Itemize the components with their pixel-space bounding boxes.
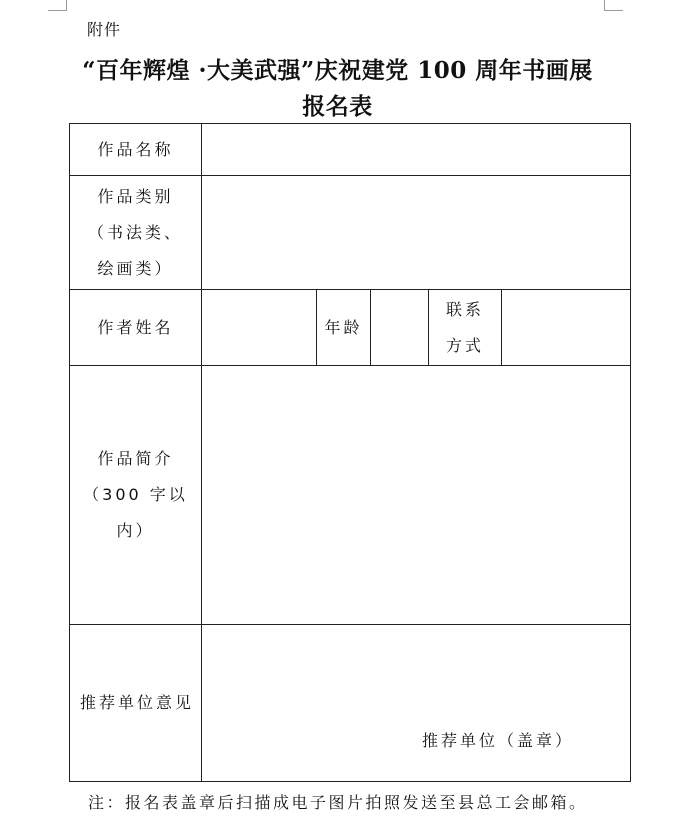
recommend-opinion-field[interactable] <box>202 625 631 782</box>
contact-field[interactable] <box>502 290 631 366</box>
work-type-label-cell <box>70 176 202 290</box>
work-type-label-note-1: （书法类、 <box>87 222 183 242</box>
page-corner-mark-left <box>48 0 67 11</box>
contact-label-cell <box>429 290 502 366</box>
form-subtitle: 报名表 <box>302 93 373 120</box>
age-label-cell <box>317 290 371 366</box>
contact-label-line1: 联系 <box>445 299 484 319</box>
work-type-label-note-2: 绘画类） <box>97 258 174 278</box>
row-author <box>70 290 631 366</box>
work-name-field[interactable] <box>202 124 631 176</box>
author-name-label: 作者姓名 <box>97 317 174 337</box>
work-name-label: 作品名称 <box>97 139 174 159</box>
recommend-opinion-label: 推荐单位意见 <box>80 693 195 712</box>
intro-label: 作品简介 <box>97 449 174 468</box>
author-name-label-cell <box>70 290 202 366</box>
page-corner-mark-right <box>604 0 623 11</box>
row-work-type <box>70 176 631 290</box>
work-name-label-cell <box>70 124 202 176</box>
work-type-label: 作品类别 <box>97 186 174 206</box>
intro-label-cell <box>70 366 202 625</box>
registration-form-table <box>69 123 631 782</box>
age-label: 年龄 <box>324 317 363 337</box>
row-recommend <box>70 625 631 782</box>
contact-label-line2: 方式 <box>445 335 484 355</box>
intro-field[interactable] <box>202 366 631 625</box>
recommend-stamp-label: 推荐单位（盖章） <box>422 731 575 750</box>
attachment-label: 附件 <box>87 20 122 39</box>
row-work-name <box>70 124 631 176</box>
author-name-field[interactable] <box>202 290 317 366</box>
age-field[interactable] <box>371 290 429 366</box>
work-type-field[interactable] <box>202 176 631 290</box>
form-title: “百年辉煌 ·大美武强”庆祝建党 100 周年书画展 <box>82 57 593 84</box>
recommend-opinion-label-cell <box>70 625 202 782</box>
submission-note: 注：报名表盖章后扫描成电子图片拍照发送至县总工会邮箱。 <box>88 793 588 812</box>
row-intro <box>70 366 631 625</box>
intro-label-limit: （300 字以内） <box>83 485 188 540</box>
